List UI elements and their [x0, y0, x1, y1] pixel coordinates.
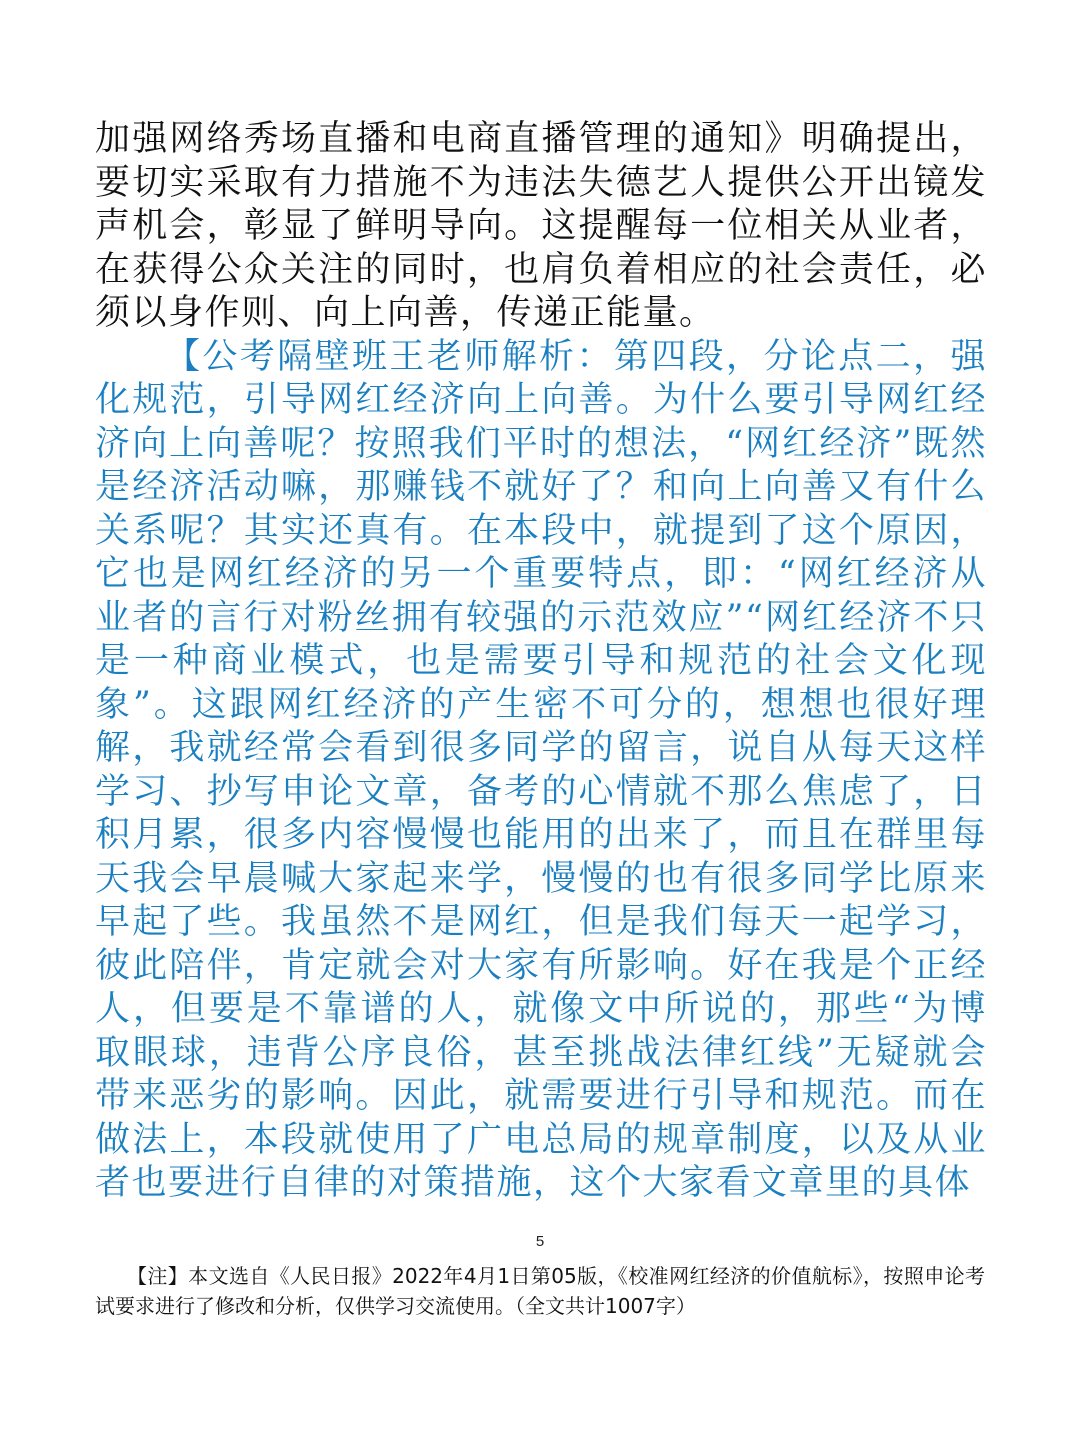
main-content — [95, 118, 987, 1206]
analysis-paragraph: 【公考隔壁班王老师解析：第四段，分论点二，强化规范，引导网红经济向上向善。为什么要引导网红经济向上向善呢？按照我们平时的想法，“网红经济”既然是经济活动嘛，那赚钱不就好了？和向上向善又有什么关系呢？其实还真有。在本段中，就提到了这个原因，它也是网红经济的另一个重要特点，即：“网红经济从业者的言行对粉丝拥有较强的示范效应”“网红经济不只是一种商业模式，也是需要引导和规范的社会文化现象”。这跟网红经济的产生密不可分的，想想也很好理解，我就经常会看到很多同学的留言，说自从每天这样学习、抄写申论文章，备考的心情就不那么焦虑了，日积月累，很多内容慢慢也能用的出来了，而且在群里每天我会早晨喊大家起来学，慢慢的也有很多同学比原来早起了些。我虽然不是网红，但是我们每天一起学习，彼此陪伴，肯定就会对大家有所影响。好在我是个正经人，但要是不靠谱的人，就像文中所说的，那些“为博取眼球，违背公序良俗，甚至挑战法律红线”无疑就会带来恶劣的影响。因此，就需要进行引导和规范。而在做法上，本段就使用了广电总局的规章制度，以及从业者也要进行自律的对策措施，这个大家看文章里的具体 — [95, 336, 987, 1203]
article-paragraph: 加强网络秀场直播和电商直播管理的通知》明确提出，要切实采取有力措施不为违法失德艺人提供公开出镜发声机会，彰显了鲜明导向。这提醒每一位相关从业者，在获得公众关注的同时，也肩负着相应的社会责任，必须以身作则、向上向善，传递正能量。 — [95, 119, 987, 333]
page-number: 5 — [535, 1233, 545, 1250]
footnote: 【注】本文选自《人民日报》2022年4月1日第05版，《校准网红经济的价值航标》，按照申论考试要求进行了修改和分析，仅供学习交流使用。（全文共计1007字） — [95, 1264, 985, 1318]
